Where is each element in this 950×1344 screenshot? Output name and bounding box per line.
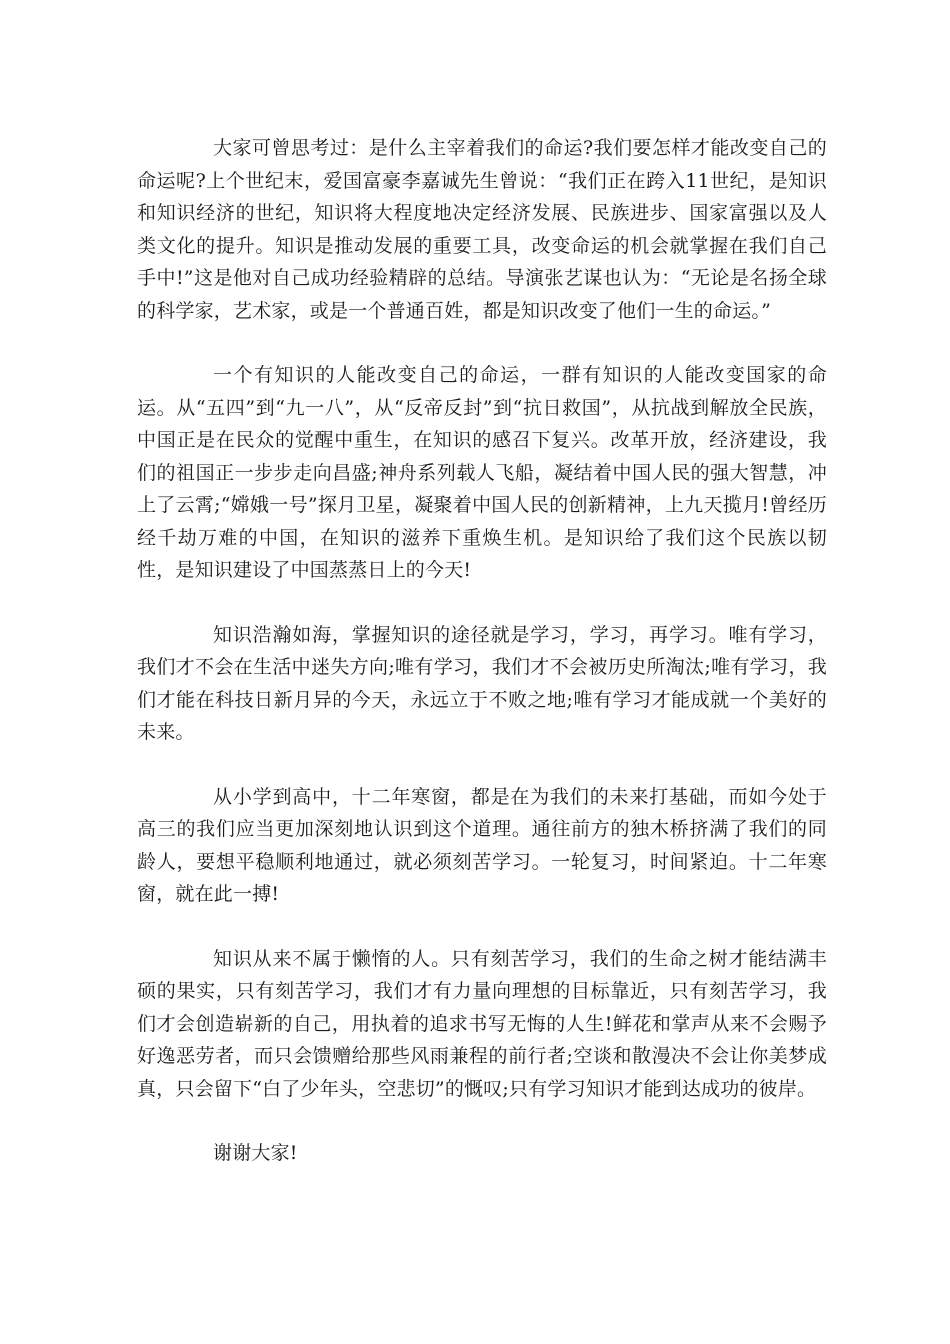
paragraph-4: 从小学到高中，十二年寒窗，都是在为我们的未来打基础，而如今处于高三的我们应当更加深刻地认识到这个道理。通往前方的独木桥挤满了我们的同龄人，要想平稳顺利地通过，就必须刻苦学习。一轮复习，时间紧迫。十二年寒窗，就在此一搏! [137, 785, 827, 905]
paragraph-2: 一个有知识的人能改变自己的命运，一群有知识的人能改变国家的命运。从“五四”到“九一八”，从“反帝反封”到“抗日救国”，从抗战到解放全民族，中国正是在民众的觉醒中重生，在知识的感召下复兴。改革开放，经济建设，我们的祖国正一步步走向昌盛;神舟系列载人飞船，凝结着中国人民的强大智慧，冲上了云霄;“嫦娥一号”探月卫星，凝聚着中国人民的创新精神，上九天揽月!曾经历经千劫万难的中国，在知识的滋养下重焕生机。是知识给了我们这个民族以韧性，是知识建设了中国蒸蒸日上的今天! [137, 364, 827, 581]
paragraph-3: 知识浩瀚如海，掌握知识的途径就是学习，学习，再学习。唯有学习，我们才不会在生活中迷失方向;唯有学习，我们才不会被历史所淘汰;唯有学习，我们才能在科技日新月异的今天，永远立于不败之地;唯有学习才能成就一个美好的未来。 [137, 623, 827, 743]
speech-body [137, 132, 827, 1202]
paragraph-1: 大家可曾思考过：是什么主宰着我们的命运?我们要怎样才能改变自己的命运呢?上个世纪末，爱国富豪李嘉诚先生曾说：“我们正在跨入11世纪，是知识和知识经济的世纪，知识将大程度地决定经济发展、民族进步、国家富强以及人类文化的提升。知识是推动发展的重要工具，改变命运的机会就掌握在我们自己手中!”这是他对自己成功经验精辟的总结。导演张艺谋也认为：“无论是名扬全球的科学家，艺术家，或是一个普通百姓，都是知识改变了他们一生的命运。” [137, 137, 827, 322]
paragraph-5: 知识从来不属于懒惰的人。只有刻苦学习，我们的生命之树才能结满丰硕的果实，只有刻苦学习，我们才有力量向理想的目标靠近，只有刻苦学习，我们才会创造崭新的自己，用执着的追求书写无悔的人生!鲜花和掌声从来不会赐予好逸恶劳者，而只会馈赠给那些风雨兼程的前行者;空谈和散漫决不会让你美梦成真，只会留下“白了少年头，空悲切”的慨叹;只有学习知识才能到达成功的彼岸。 [137, 947, 827, 1100]
closing-line: 谢谢大家! [213, 1142, 298, 1164]
